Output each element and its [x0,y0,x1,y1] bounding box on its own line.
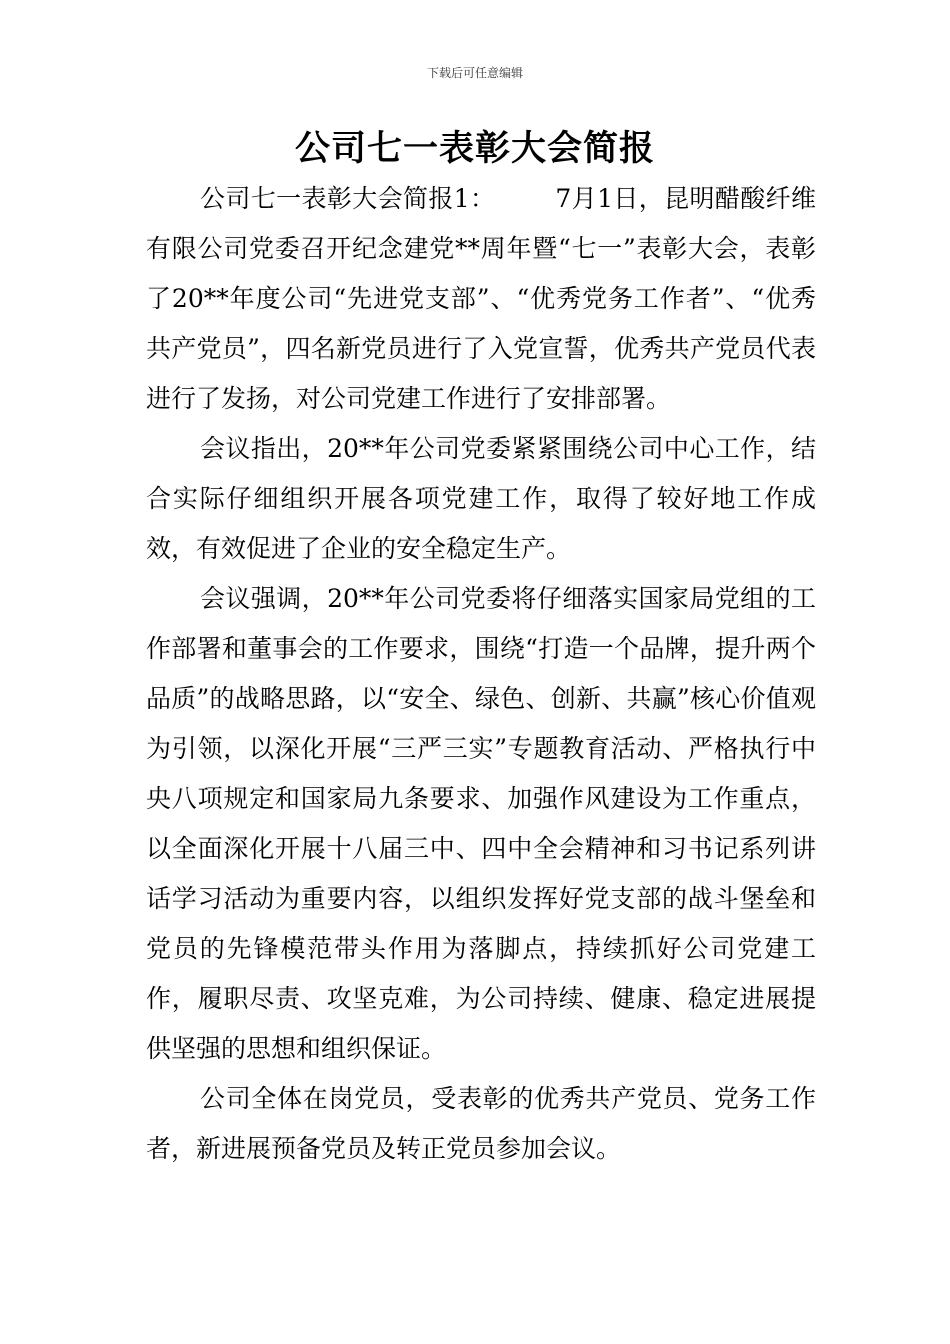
header-note: 下载后可任意编辑 [426,66,523,80]
paragraph-1 [146,174,816,424]
intro-label: 公司七一表彰大会简报1： [200,184,496,213]
paragraph-4: 公司全体在岗党员，受表彰的优秀共产党员、党务工作者，新进展预备党员及转正党员参加会议。 [146,1084,816,1163]
paragraph-1-text: 7月1日，昆明醋酸纤维有限公司党委召开纪念建党**周年暨“七一”表彰大会，表彰了20**年度公司“先进党支部”、“优秀党务工作者”、“优秀共产党员”，四名新党员进行了入党宣誓，优秀共产党员代表进行了发扬，对公司党建工作进行了安排部署。 [146,184,816,413]
paragraph-3: 会议强调，20**年公司党委将仔细落实国家局党组的工作部署和董事会的工作要求，围绕“打造一个品牌，提升两个品质”的战略思路，以“安全、绿色、创新、共赢”核心价值观为引领，以深化开展“三严三实”专题教育活动、严格执行中央八项规定和国家局九条要求、加强作风建设为工作重点，以全面深化开展十八届三中、四中全会精神和习书记系列讲话学习活动为重要内容，以组织发挥好党支部的战斗堡垒和党员的先锋模范带头作用为落脚点，持续抓好公司党建工作，履职尽责、攻坚克难，为公司持续、健康、稳定进展提供坚强的思想和组织保证。 [146,584,816,1063]
document-body [146,174,816,1174]
paragraph-2: 会议指出，20**年公司党委紧紧围绕公司中心工作，结合实际仔细组织开展各项党建工作，取得了较好地工作成效，有效促进了企业的安全稳定生产。 [146,434,816,563]
document-title: 公司七一表彰大会简报 [294,129,655,169]
